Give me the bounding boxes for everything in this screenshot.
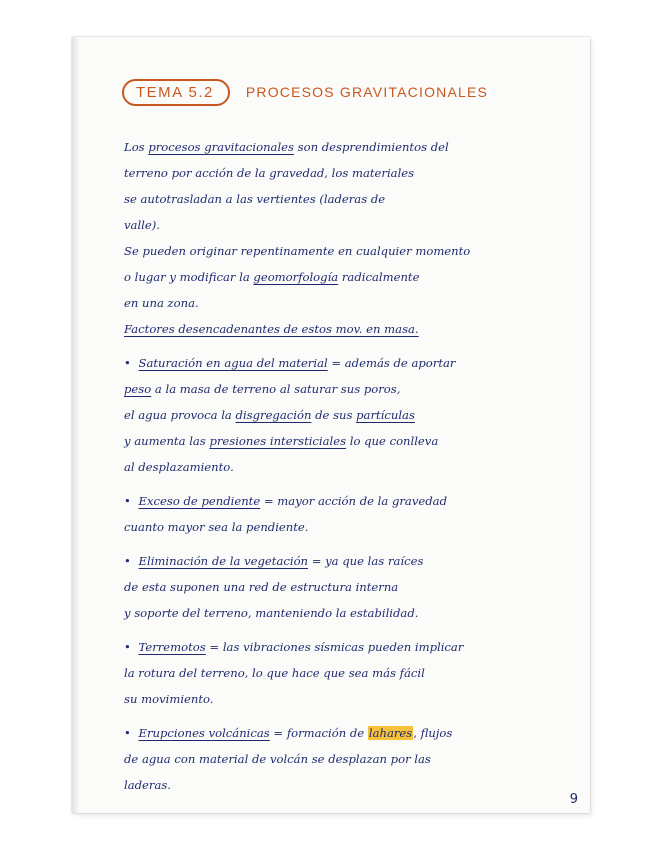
notes-body	[124, 134, 569, 798]
notebook-page	[72, 37, 590, 813]
underlined-term: Erupciones volcánicas	[138, 726, 270, 740]
text-line: de esta suponen una red de estructura interna	[124, 580, 399, 594]
bullet-item-exceso: • Exceso de pendiente = mayor acción de la gravedad	[124, 494, 448, 508]
text-line: terreno por acción de la gravedad, los materiales	[124, 166, 415, 180]
underlined-term: Saturación en agua del material	[138, 356, 328, 370]
underlined-term: Exceso de pendiente	[138, 494, 261, 508]
underlined-term: peso	[124, 382, 152, 396]
page-number: 9	[569, 792, 578, 807]
underlined-term: geomorfología	[253, 270, 339, 284]
topic-badge: TEMA 5.2	[122, 79, 230, 106]
text-line: y aumenta las presiones intersticiales lo que conlleva	[124, 434, 439, 448]
text-line: cuanto mayor sea la pendiente.	[124, 520, 309, 534]
text-line: o lugar y modificar la geomorfología radicalmente	[124, 270, 420, 284]
text-line: Se pueden originar repentinamente en cualquier momento	[124, 244, 471, 258]
text-line: valle).	[124, 218, 160, 232]
underlined-term: Terremotos	[138, 640, 206, 654]
underlined-term: Eliminación de la vegetación	[138, 554, 309, 568]
text-line: al desplazamiento.	[124, 460, 234, 474]
text-line: se autotrasladan a las vertientes (laderas de	[124, 192, 386, 206]
bullet-item-eliminacion: • Eliminación de la vegetación = ya que las raíces	[124, 554, 424, 568]
section-heading: Factores desencadenantes de estos mov. en masa.	[124, 322, 419, 336]
underlined-term: disgregación	[235, 408, 312, 422]
text-line: de agua con material de volcán se desplazan por las	[124, 752, 431, 766]
page-header	[122, 77, 488, 107]
underlined-term: procesos gravitacionales	[148, 140, 294, 154]
underlined-term: partículas	[356, 408, 415, 422]
underlined-term: presiones intersticiales	[209, 434, 347, 448]
highlighted-term: lahares	[368, 726, 413, 740]
text-line: laderas.	[124, 778, 171, 792]
text-line: y soporte del terreno, manteniendo la estabilidad.	[124, 606, 419, 620]
bullet-item-erupciones: • Erupciones volcánicas = formación de lahares, flujos	[124, 726, 453, 740]
text-line: el agua provoca la disgregación de sus partículas	[124, 408, 415, 422]
text-line: en una zona.	[124, 296, 199, 310]
text-line: su movimiento.	[124, 692, 214, 706]
text-line: peso a la masa de terreno al saturar sus poros,	[124, 382, 401, 396]
text-line: Los procesos gravitacionales son desprendimientos del	[124, 140, 449, 154]
page-title: PROCESOS GRAVITACIONALES	[245, 84, 489, 100]
bullet-item-saturacion: • Saturación en agua del material = además de aportar	[124, 356, 456, 370]
bullet-item-terremotos: • Terremotos = las vibraciones sísmicas pueden implicar	[124, 640, 464, 654]
text-line: la rotura del terreno, lo que hace que sea más fácil	[124, 666, 425, 680]
